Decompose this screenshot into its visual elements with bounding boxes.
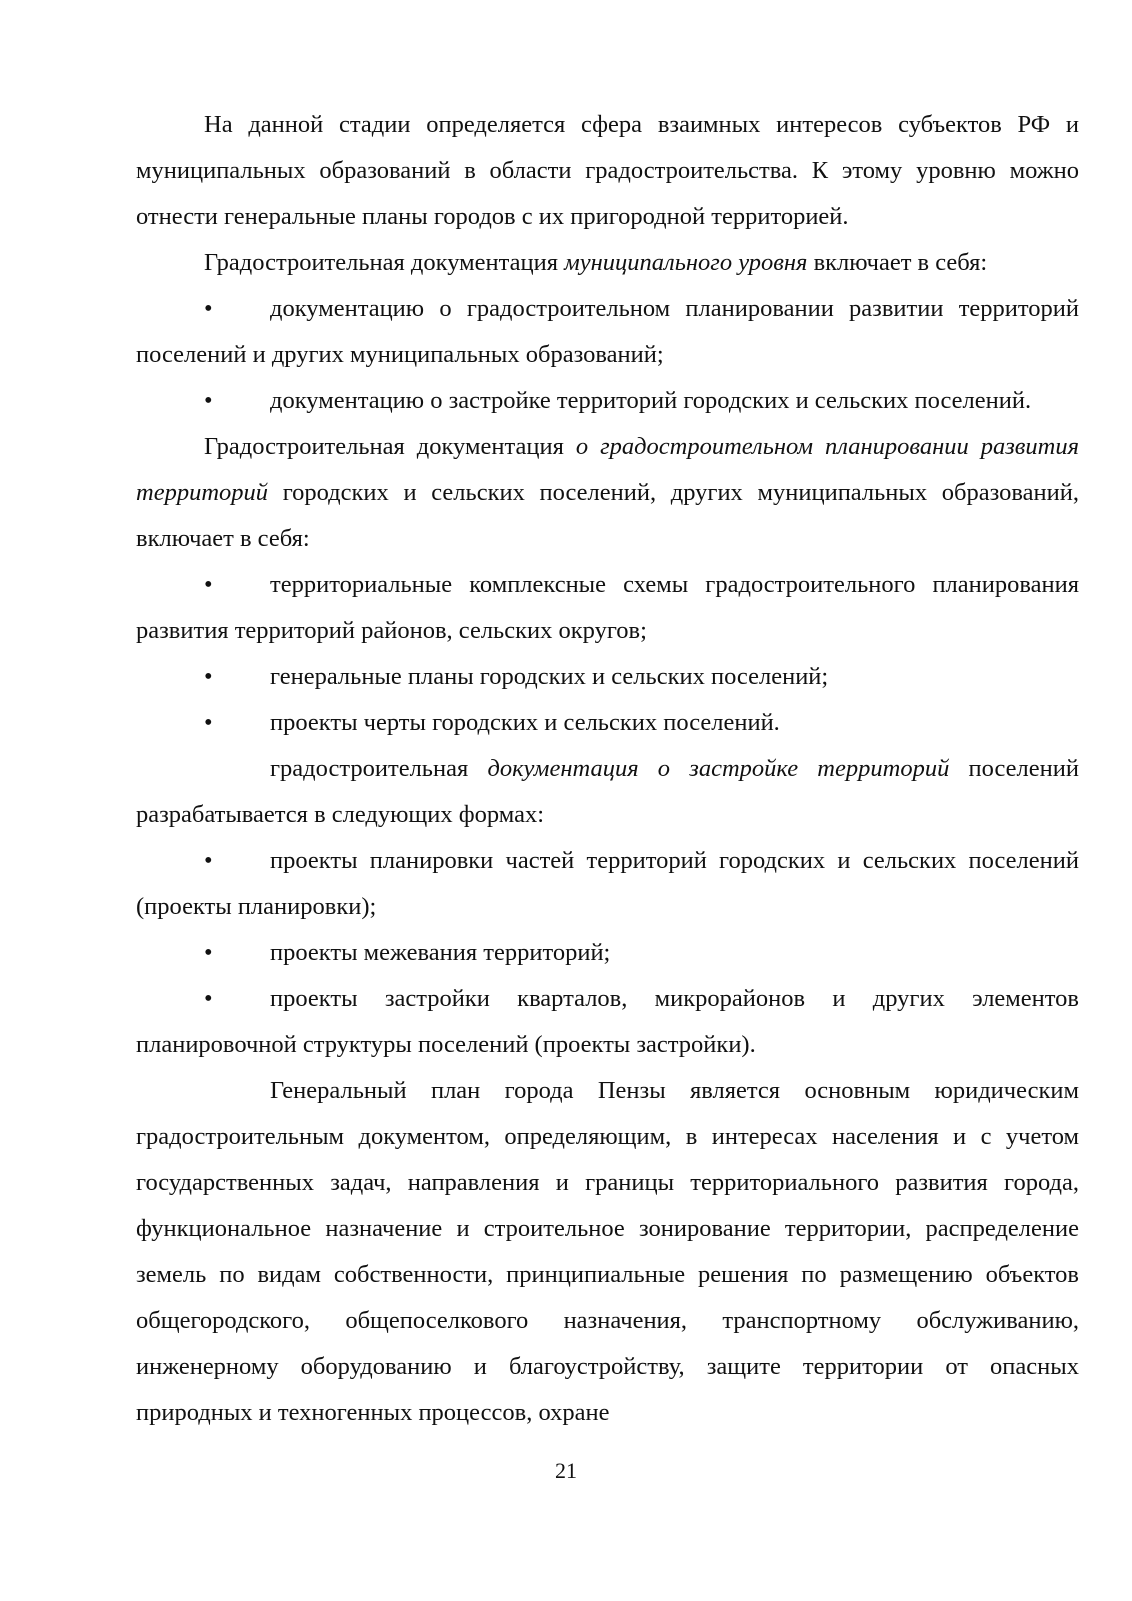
list-item	[136, 286, 1079, 378]
list-item-text: проекты межевания территорий;	[270, 939, 611, 966]
text-run: городских и сельских поселений, других муниципальных образований, включает в себя:	[136, 479, 1079, 552]
list-item	[136, 700, 1079, 746]
italic-term-municipal-level: муниципального уровня	[564, 249, 808, 276]
bullet-icon: •	[204, 663, 213, 690]
list-item-text: документацию о застройке территорий городских и сельских поселений.	[270, 387, 1032, 414]
paragraph-municipal-level	[136, 240, 1079, 286]
page-number: 21	[555, 1458, 577, 1483]
bullet-icon: •	[204, 985, 213, 1012]
paragraph-subject-interests: На данной стадии определяется сфера взаимных интересов субъектов РФ и муниципальных образований в области градостроительства. К этому уровню можно отнести генеральные планы городов с их пригородной территорией.	[136, 111, 1079, 230]
text-run: Градостроительная документация	[204, 433, 576, 460]
paragraph-penza-master-plan: Генеральный план города Пензы является основным юридическим градостроительным документом, определяющим, в интересах населения и с учетом государственных задач, направления и границы территориального развития города, функциональное назначение и строительное зонирование территории, распределение земель по видам собственности, принципиальные решения по размещению объектов общегородского, общепоселкового назначения, транспортному обслуживанию, инженерному оборудованию и благоустройству, защите территории от опасных природных и техногенных процессов, охране	[136, 1077, 1079, 1426]
document-body	[136, 102, 1079, 1436]
paragraph-development-documentation	[136, 746, 1079, 838]
list-item-text: территориальные комплексные схемы градостроительного планирования развития территорий районов, сельских округов;	[136, 571, 1079, 644]
list-item-text: проекты планировки частей территорий городских и сельских поселений (проекты планировки);	[136, 847, 1079, 920]
text-run: градостроительная	[270, 755, 488, 782]
list-item	[136, 378, 1079, 424]
list-item	[136, 976, 1079, 1068]
list-item	[136, 562, 1079, 654]
list-item-text: документацию о градостроительном планировании развитии территорий поселений и других муниципальных образований;	[136, 295, 1079, 368]
bullet-icon: •	[204, 571, 213, 598]
list-item	[136, 930, 1079, 976]
list-item-text: генеральные планы городских и сельских поселений;	[270, 663, 829, 690]
list-item	[136, 654, 1079, 700]
list-item-text: проекты черты городских и сельских поселений.	[270, 709, 780, 736]
bullet-icon: •	[204, 295, 213, 322]
paragraph-planning-documentation	[136, 424, 1079, 562]
italic-term-planning: о градостроительном планировании развития территорий	[136, 433, 1080, 506]
bullet-icon: •	[204, 709, 213, 736]
list-item	[136, 838, 1079, 930]
text-run: включает в себя:	[807, 249, 988, 276]
italic-term-development: документация о застройке территорий	[487, 755, 950, 782]
text-run: поселений разрабатывается в следующих формах:	[136, 755, 1079, 828]
bullet-icon: •	[204, 847, 213, 874]
bullet-icon: •	[204, 939, 213, 966]
text-run: Градостроительная документация	[204, 249, 565, 276]
list-item-text: проекты застройки кварталов, микрорайонов и других элементов планировочной структуры поселений (проекты застройки).	[136, 985, 1079, 1058]
bullet-icon: •	[204, 387, 213, 414]
